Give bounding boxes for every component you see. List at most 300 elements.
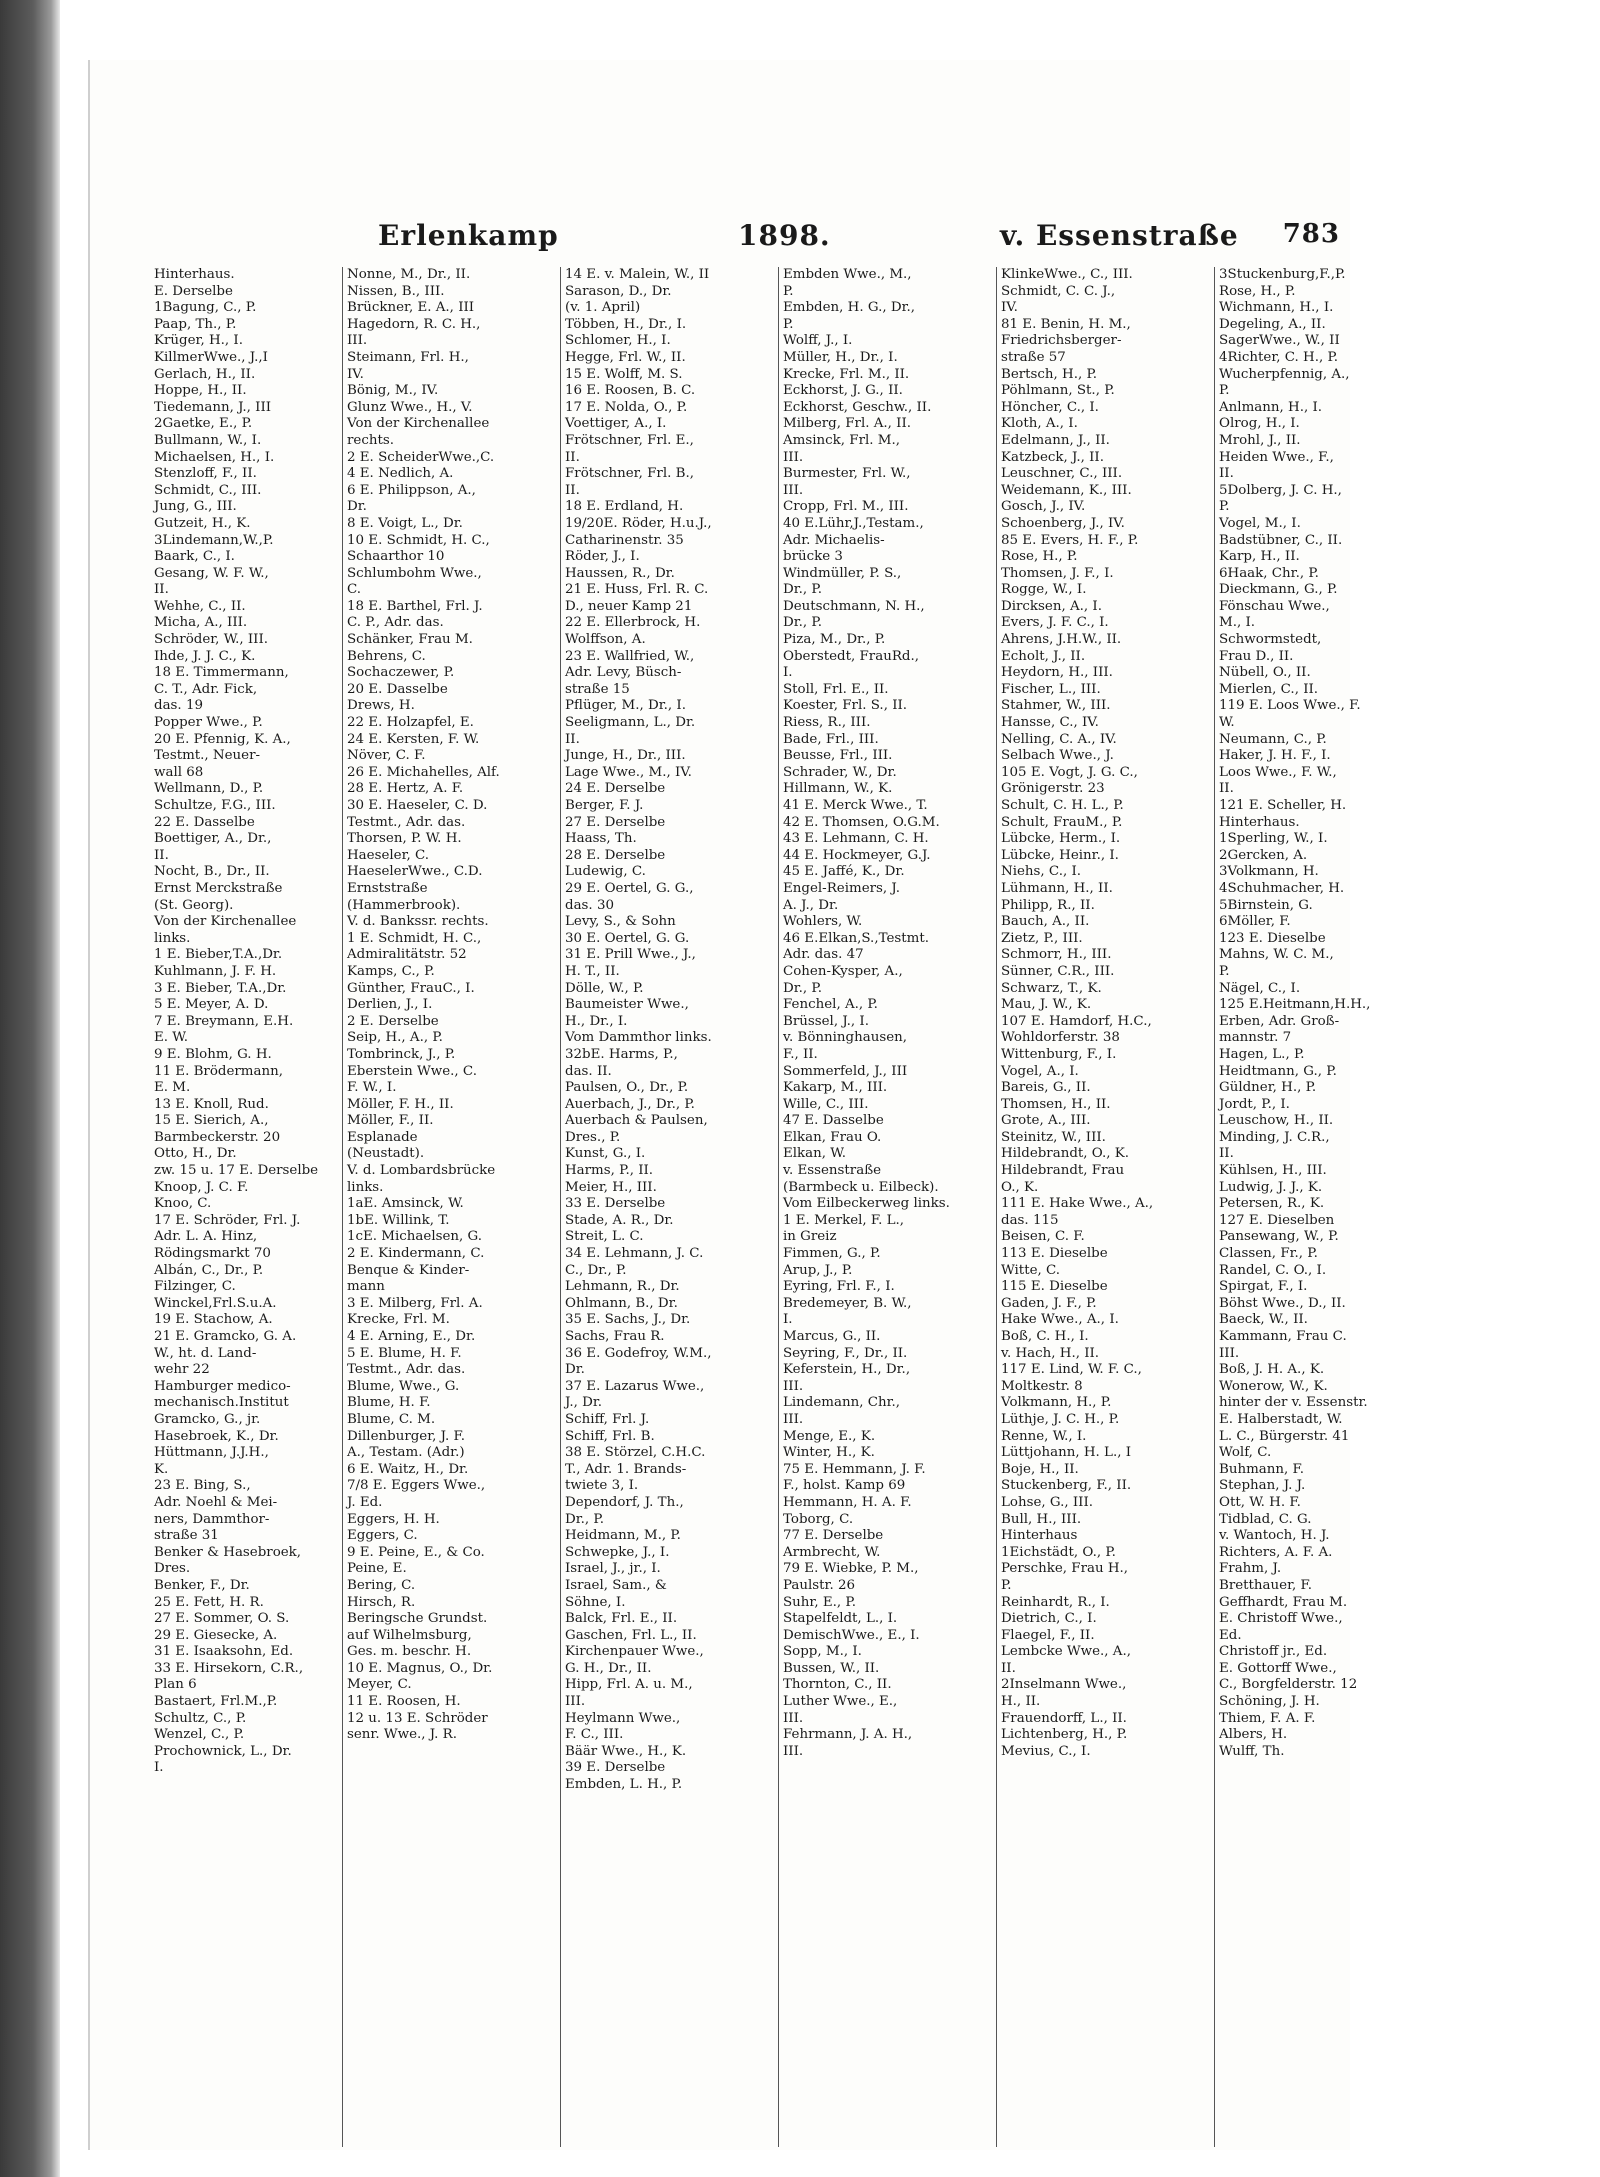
directory-entry-line: Christoff jr., Ed.	[1219, 1644, 1328, 1660]
directory-entry-line: Günther, FrauC., I.	[347, 980, 475, 996]
directory-entry-line: Leuschner, C., III.	[1001, 466, 1123, 482]
directory-entry-line: Bauch, A., II.	[1001, 914, 1090, 930]
directory-entry-line: Loos Wwe., F. W.,	[1219, 764, 1337, 780]
directory-entry-line: G. H., Dr., II.	[565, 1660, 652, 1676]
directory-entry-line: Nübell, O., II.	[1219, 665, 1311, 681]
directory-columns	[150, 267, 1371, 2147]
directory-entry-line: Mrohl, J., II.	[1219, 432, 1301, 448]
directory-entry-line: E. Derselbe	[154, 283, 233, 299]
directory-entry-line: 38 E. Störzel, C.H.C.	[565, 1445, 706, 1461]
directory-entry-line: 21 E. Huss, Frl. R. C.	[565, 582, 709, 598]
directory-entry-line: Selbach Wwe., J.	[1001, 748, 1114, 764]
directory-entry-line: F., holst. Kamp 69	[783, 1478, 906, 1494]
directory-entry-line: 1aE. Amsinck, W.	[347, 1196, 464, 1212]
directory-entry-line: 1Bagung, C., P.	[154, 300, 257, 316]
directory-entry-line: 2Gaetke, E., P.	[154, 416, 253, 432]
directory-entry-line: Böhst Wwe., D., II.	[1219, 1295, 1346, 1311]
column-1	[150, 267, 330, 2147]
directory-entry-line: Embden, L. H., P.	[565, 1777, 683, 1793]
directory-entry-line: Eggers, C.	[347, 1528, 418, 1544]
directory-entry-line: Gutzeit, H., K.	[154, 515, 251, 531]
directory-entry-line: Dr.	[565, 1362, 585, 1378]
directory-entry-line: 39 E. Derselbe	[565, 1760, 666, 1776]
directory-entry-line: Sommerfeld, J., III	[783, 1063, 908, 1079]
directory-entry-line: Bering, C.	[347, 1577, 416, 1593]
directory-entry-line: Pöhlmann, St., P.	[1001, 383, 1115, 399]
directory-entry-line: Amsinck, Frl. M.,	[783, 432, 900, 448]
directory-entry-line: Glunz Wwe., H., V.	[347, 399, 473, 415]
directory-entry-line: Esplanade	[347, 1129, 418, 1145]
directory-entry-line: Micha, A., III.	[154, 615, 248, 631]
directory-entry-line: Neumann, C., P.	[1219, 731, 1327, 747]
directory-entry-line: Thorsen, P. W. H.	[347, 831, 462, 847]
directory-entry-line: Bretthauer, F.	[1219, 1577, 1312, 1593]
directory-entry-line: 10 E. Magnus, O., Dr.	[347, 1660, 493, 1676]
directory-entry-line: Lehmann, R., Dr.	[565, 1279, 680, 1295]
directory-entry-line: Eyring, Frl. F., I.	[783, 1279, 895, 1295]
directory-entry-line: 9 E. Peine, E., & Co.	[347, 1544, 485, 1560]
directory-entry-line: Schiff, Frl. B.	[565, 1428, 655, 1444]
directory-entry-line: Testmt., Neuer-	[154, 748, 261, 764]
directory-entry-line: Hildebrandt, O., K.	[1001, 1146, 1130, 1162]
directory-entry-line: Dres.	[154, 1561, 191, 1577]
directory-entry-line: Katzbeck, J., II.	[1001, 449, 1104, 465]
directory-entry-line: Petersen, R., K.	[1219, 1196, 1325, 1212]
directory-entry-line: 18 E. Timmermann,	[154, 665, 289, 681]
directory-entry-line: Thomsen, H., II.	[1001, 1096, 1111, 1112]
directory-entry-line: 79 E. Wiebke, P. M.,	[783, 1561, 919, 1577]
directory-entry-line: Lühmann, H., II.	[1001, 880, 1113, 896]
directory-entry-line: (St. Georg).	[154, 897, 234, 913]
directory-entry-line: Hüttmann, J.J.H.,	[154, 1445, 269, 1461]
directory-entry-line: Toborg, C.	[783, 1511, 854, 1527]
directory-entry-line: Schröder, W., III.	[154, 632, 269, 648]
directory-entry-line: P.	[783, 316, 794, 332]
directory-entry-line: Junge, H., Dr., III.	[565, 748, 686, 764]
directory-entry-line: Schwepke, J., I.	[565, 1544, 670, 1560]
directory-entry-line: Lage Wwe., M., IV.	[565, 764, 692, 780]
directory-entry-line: Hildebrandt, Frau	[1001, 1163, 1125, 1179]
directory-entry-line: Elkan, Frau O.	[783, 1129, 882, 1145]
directory-entry-line: Lohse, G., III.	[1001, 1494, 1094, 1510]
directory-entry-line: 17 E. Schröder, Frl. J.	[154, 1212, 301, 1228]
directory-entry-line: Drews, H.	[347, 698, 415, 714]
directory-entry-line: 13 E. Knoll, Rud.	[154, 1096, 269, 1112]
directory-entry-line: Burmester, Frl. W.,	[783, 466, 911, 482]
directory-entry-line: Möller, F. H., II.	[347, 1096, 454, 1112]
directory-entry-line: Mahns, W. C. M.,	[1219, 947, 1334, 963]
directory-entry-line: 34 E. Lehmann, J. C.	[565, 1246, 704, 1262]
directory-entry-line: 37 E. Lazarus Wwe.,	[565, 1378, 705, 1394]
directory-entry-line: Riess, R., III.	[783, 715, 871, 731]
directory-entry-line: Frau D., II.	[1219, 648, 1294, 664]
directory-entry-line: 85 E. Evers, H. F., P.	[1001, 532, 1139, 548]
directory-entry-line: 47 E. Dasselbe	[783, 1113, 884, 1129]
directory-entry-line: Hamburger medico-	[154, 1378, 291, 1394]
directory-entry-line: Boettiger, A., Dr.,	[154, 831, 272, 847]
directory-entry-line: Wolff, J., I.	[783, 333, 853, 349]
directory-entry-line: hinter der v. Essenstr.	[1219, 1395, 1368, 1411]
directory-entry-line: Frötschner, Frl. B.,	[565, 466, 694, 482]
directory-entry-line: Heylmann Wwe.,	[565, 1710, 681, 1726]
directory-entry-line: Balck, Frl. E., II.	[565, 1611, 678, 1627]
directory-entry-line: Admiralitätstr. 52	[347, 947, 467, 963]
directory-entry-line: Schlomer, H., I.	[565, 333, 671, 349]
directory-entry-line: 31 E. Prill Wwe., J.,	[565, 947, 696, 963]
directory-entry-line: 3Lindemann,W.,P.	[154, 532, 274, 548]
directory-entry-line: Wohlers, W.	[783, 914, 863, 930]
directory-entry-line: II.	[154, 847, 169, 863]
directory-entry-line: Heiden Wwe., F.,	[1219, 449, 1334, 465]
directory-entry-line: Sopp, M., I.	[783, 1644, 862, 1660]
directory-entry-line: Adr. Michaelis-	[783, 532, 885, 548]
directory-entry-line: III.	[1219, 1345, 1240, 1361]
directory-entry-line: E. W.	[154, 1030, 188, 1046]
directory-entry-line: Schwormstedt,	[1219, 632, 1322, 648]
directory-entry-line: Lübcke, Heinr., I.	[1001, 847, 1119, 863]
directory-entry-line: Ges. m. beschr. H.	[347, 1644, 472, 1660]
directory-entry-line: 2Gercken, A.	[1219, 847, 1308, 863]
directory-entry-line: 6 E. Waitz, H., Dr.	[347, 1461, 469, 1477]
directory-entry-line: Zietz, P., III.	[1001, 930, 1083, 946]
directory-entry-line: Milberg, Frl. A., II.	[783, 416, 912, 432]
directory-entry-line: Weidemann, K., III.	[1001, 482, 1132, 498]
directory-entry-line: P.	[1219, 383, 1230, 399]
directory-entry-line: 8 E. Voigt, L., Dr.	[347, 515, 463, 531]
directory-entry-line: Behrens, C.	[347, 648, 426, 664]
directory-entry-line: Hinterhaus	[1001, 1528, 1078, 1544]
directory-entry-line: Wellmann, D., P.	[154, 781, 264, 797]
directory-entry-line: Fönschau Wwe.,	[1219, 598, 1330, 614]
directory-entry-line: C., Borgfelderstr. 12	[1219, 1677, 1358, 1693]
directory-entry-line: Winckel,Frl.S.u.A.	[154, 1295, 277, 1311]
directory-entry-line: 31 E. Isaaksohn, Ed.	[154, 1644, 294, 1660]
directory-entry-line: 1Sperling, W., I.	[1219, 831, 1328, 847]
directory-entry-line: 18 E. Barthel, Frl. J.	[347, 598, 483, 614]
directory-entry-line: 117 E. Lind, W. F. C.,	[1001, 1362, 1142, 1378]
directory-entry-line: Fischer, L., III.	[1001, 681, 1101, 697]
directory-entry-line: II.	[565, 449, 580, 465]
directory-entry-line: Flaegel, F., II.	[1001, 1627, 1095, 1643]
directory-entry-line: T., Adr. 1. Brands-	[565, 1461, 687, 1477]
directory-entry-line: Bullmann, W., I.	[154, 432, 262, 448]
directory-entry-line: 4Richter, C. H., P.	[1219, 349, 1339, 365]
directory-entry-line: Schoenberg, J., IV.	[1001, 515, 1125, 531]
directory-entry-line: Schultz, C., P.	[154, 1710, 247, 1726]
directory-entry-line: Dr., P.	[783, 582, 822, 598]
directory-entry-line: Heidmann, M., P.	[565, 1528, 681, 1544]
directory-entry-line: 19/20E. Röder, H.u.J.,	[565, 515, 712, 531]
directory-entry-line: Haker, J. H. F., I.	[1219, 748, 1331, 764]
directory-entry-line: Fimmen, G., P.	[783, 1246, 881, 1262]
directory-entry-line: (Neustadt).	[347, 1146, 425, 1162]
header-left-title: Erlenkamp	[378, 219, 559, 252]
directory-entry-line: F. W., I.	[347, 1080, 397, 1096]
directory-entry-line: I.	[154, 1760, 164, 1776]
directory-entry-line: Ludewig, C.	[565, 864, 646, 880]
directory-entry-line: Bareis, G., II.	[1001, 1080, 1091, 1096]
directory-entry-line: Menge, E., K.	[783, 1428, 876, 1444]
directory-entry-line: 3 E. Bieber, T.A.,Dr.	[154, 980, 287, 996]
directory-entry-line: Stephan, J. J.	[1219, 1478, 1306, 1494]
directory-entry-line: Streit, L. C.	[565, 1229, 644, 1245]
directory-entry-line: Nonne, M., Dr., II.	[347, 267, 471, 282]
column-2	[342, 267, 561, 2147]
directory-entry-line: 41 E. Merck Wwe., T.	[783, 798, 928, 813]
header-year: 1898.	[738, 219, 831, 252]
directory-entry-line: Harms, P., II.	[565, 1163, 654, 1179]
directory-entry-line: Erben, Adr. Groß-	[1219, 1013, 1340, 1029]
directory-entry-line: das. 30	[565, 897, 614, 913]
directory-entry-line: 105 E. Vogt, J. G. C.,	[1001, 764, 1138, 780]
directory-entry-line: Hinterhaus.	[154, 267, 235, 282]
directory-entry-line: Mevius, C., I.	[1001, 1743, 1091, 1759]
directory-entry-line: brücke 3	[783, 549, 843, 565]
directory-entry-line: Gaden, J. F., P.	[1001, 1295, 1097, 1311]
directory-entry-line: Dependorf, J. Th.,	[565, 1494, 684, 1510]
directory-entry-line: Buhmann, F.	[1219, 1461, 1304, 1477]
directory-entry-line: mechanisch.Institut	[154, 1395, 289, 1411]
directory-entry-line: 21 E. Gramcko, G. A.	[154, 1329, 297, 1344]
directory-entry-line: 111 E. Hake Wwe., A.,	[1001, 1196, 1154, 1212]
directory-entry-line: Frauendorff, L., II.	[1001, 1710, 1127, 1726]
directory-entry-line: 23 E. Bing, S.,	[154, 1478, 251, 1494]
directory-entry-line: Spirgat, F., I.	[1219, 1279, 1308, 1295]
directory-entry-line: Edelmann, J., II.	[1001, 432, 1110, 448]
directory-entry-line: Koester, Frl. S., II.	[783, 698, 908, 714]
directory-entry-line: Ernststraße	[347, 880, 428, 896]
directory-entry-line: Sünner, C.R., III.	[1001, 963, 1115, 979]
directory-entry-line: H. T., II.	[565, 963, 620, 979]
directory-entry-line: 2Inselmann Wwe.,	[1001, 1677, 1127, 1693]
directory-entry-line: Hoppe, H., II.	[154, 383, 247, 399]
directory-entry-line: III.	[565, 1694, 586, 1710]
directory-entry-line: Benker & Hasebroek,	[154, 1544, 302, 1560]
directory-entry-line: 45 E. Jaffé, K., Dr.	[783, 864, 905, 880]
directory-entry-line: Blume, H. F.	[347, 1395, 431, 1411]
directory-entry-line: Hasebroek, K., Dr.	[154, 1428, 279, 1444]
directory-entry-line: Otto, H., Dr.	[154, 1146, 237, 1162]
directory-entry-line: Grote, A., III.	[1001, 1113, 1091, 1129]
directory-entry-line: V. d. Lombardsbrücke	[347, 1163, 496, 1179]
directory-entry-line: Wittenburg, F., I.	[1001, 1046, 1117, 1062]
directory-entry-line: 6Möller, F.	[1219, 914, 1291, 930]
directory-entry-line: Fenchel, A., P.	[783, 997, 878, 1013]
directory-entry-line: Classen, Fr., P.	[1219, 1246, 1318, 1262]
directory-entry-line: Filzinger, C.	[154, 1279, 236, 1295]
directory-entry-line: Lüthje, J. C. H., P.	[1001, 1411, 1120, 1427]
directory-entry-line: Blume, Wwe., G.	[347, 1378, 460, 1394]
directory-entry-line: mann	[347, 1279, 385, 1295]
directory-entry-line: Adr. Noehl & Mei-	[154, 1494, 278, 1510]
directory-entry-line: Badstübner, C., II.	[1219, 532, 1343, 548]
directory-entry-line: 30 E. Haeseler, C. D.	[347, 798, 488, 813]
directory-entry-line: 12 u. 13 E. Schröder	[347, 1710, 488, 1726]
directory-entry-line: Deutschmann, N. H.,	[783, 598, 925, 614]
directory-entry-line: 23 E. Wallfried, W.,	[565, 648, 695, 664]
directory-entry-line: F., II.	[783, 1046, 818, 1062]
directory-entry-line: 2 E. Derselbe	[347, 1013, 439, 1029]
directory-entry-line: Piza, M., Dr., P.	[783, 632, 886, 648]
directory-entry-line: H., II.	[1001, 1694, 1041, 1710]
directory-entry-line: P.	[783, 283, 794, 299]
directory-entry-line: Söhne, I.	[565, 1594, 626, 1610]
directory-entry-line: links.	[154, 930, 191, 946]
directory-entry-line: Elkan, W.	[783, 1146, 846, 1162]
directory-entry-line: KillmerWwe., J.,I	[154, 349, 268, 365]
directory-entry-line: Oberstedt, FrauRd.,	[783, 648, 919, 664]
directory-entry-line: Güldner, H., P.	[1219, 1080, 1317, 1096]
column-4	[778, 267, 997, 2147]
directory-entry-line: Schmidt, C. C. J.,	[1001, 283, 1116, 299]
directory-entry-line: Levy, S., & Sohn	[565, 914, 676, 930]
directory-entry-line: Lüttjohann, H. L., I	[1001, 1445, 1132, 1461]
directory-entry-line: 127 E. Dieselben	[1219, 1212, 1335, 1228]
directory-entry-line: IV.	[347, 366, 364, 382]
directory-entry-line: Richters, A. F. A.	[1219, 1544, 1333, 1560]
directory-entry-line: Rose, H., P.	[1001, 549, 1078, 565]
directory-entry-line: Höncher, C., I.	[1001, 399, 1099, 415]
directory-entry-line: V. d. Bankssr. rechts.	[347, 914, 489, 930]
directory-entry-line: III.	[783, 1710, 804, 1726]
directory-entry-line: Philipp, R., II.	[1001, 897, 1095, 913]
directory-entry-line: 9 E. Blohm, G. H.	[154, 1046, 272, 1062]
directory-entry-line: 24 E. Derselbe	[565, 781, 666, 797]
directory-entry-line: Schwarz, T., K.	[1001, 980, 1102, 996]
directory-entry-line: Kirchenpauer Wwe.,	[565, 1644, 704, 1660]
directory-entry-line: Sochaczewer, P.	[347, 665, 455, 681]
directory-entry-line: Seip, H., A., P.	[347, 1030, 443, 1046]
directory-entry-line: 5 E. Blume, H. F.	[347, 1345, 462, 1361]
directory-entry-line: senr. Wwe., J. R.	[347, 1727, 457, 1743]
directory-entry-line: II.	[1219, 466, 1234, 482]
directory-entry-line: Rose, H., P.	[1219, 283, 1296, 299]
directory-entry-line: Eggers, H. H.	[347, 1511, 440, 1527]
directory-entry-line: 3Volkmann, H.	[1219, 864, 1319, 880]
directory-entry-line: Sarason, D., Dr.	[565, 283, 672, 299]
directory-entry-line: Knoo, C.	[154, 1196, 212, 1212]
directory-entry-line: Vom Dammthor links.	[565, 1030, 712, 1046]
directory-entry-line: straße 15	[565, 681, 630, 697]
column-5	[996, 267, 1215, 2147]
directory-entry-line: 3 E. Milberg, Frl. A.	[347, 1295, 483, 1311]
directory-entry-line: Dr.	[347, 499, 367, 515]
directory-entry-line: Minding, J. C.R.,	[1219, 1129, 1330, 1145]
directory-entry-line: Albers, H.	[1219, 1727, 1288, 1743]
directory-entry-line: Niehs, C., I.	[1001, 864, 1082, 880]
directory-entry-line: Dres., P.	[565, 1129, 621, 1145]
directory-entry-line: v. Hach, H., II.	[1001, 1345, 1100, 1361]
directory-entry-line: Lichtenberg, H., P.	[1001, 1727, 1128, 1743]
directory-entry-line: 10 E. Schmidt, H. C.,	[347, 532, 490, 548]
directory-entry-line: Gerlach, H., II.	[154, 366, 256, 382]
directory-entry-line: Vom Eilbeckerweg links.	[783, 1196, 950, 1212]
directory-entry-line: Wichmann, H., I.	[1219, 300, 1334, 316]
directory-entry-line: Bade, Frl., III.	[783, 731, 879, 747]
directory-entry-line: 2 E. ScheiderWwe.,C.	[347, 449, 495, 465]
directory-entry-line: Wonerow, W., K.	[1219, 1378, 1328, 1394]
directory-entry-line: Gramcko, G., jr.	[154, 1411, 261, 1427]
directory-entry-line: Pansewang, W., P.	[1219, 1229, 1339, 1245]
directory-entry-line: III.	[783, 1378, 804, 1394]
directory-entry-line: P.	[1001, 1577, 1012, 1593]
directory-entry-line: Sachs, Frau R.	[565, 1329, 665, 1344]
directory-entry-line: 107 E. Hamdorf, H.C.,	[1001, 1013, 1152, 1029]
directory-entry-line: Voettiger, A., I.	[565, 416, 667, 432]
directory-entry-line: ners, Dammthor-	[154, 1511, 270, 1527]
directory-entry-line: 17 E. Nolda, O., P.	[565, 399, 688, 415]
directory-entry-line: 15 E. Sierich, A.,	[154, 1113, 269, 1129]
directory-entry-line: Kamps, C., P.	[347, 963, 435, 979]
directory-entry-line: Krecke, Frl. M.	[347, 1312, 450, 1328]
directory-entry-line: A. J., Dr.	[783, 897, 839, 913]
directory-entry-line: E. M.	[154, 1080, 191, 1096]
directory-entry-line: III.	[347, 333, 368, 349]
directory-entry-line: Perschke, Frau H.,	[1001, 1561, 1129, 1577]
directory-entry-line: DemischWwe., E., I.	[783, 1627, 920, 1643]
directory-entry-line: Kakarp, M., III.	[783, 1080, 888, 1096]
directory-entry-line: 22 E. Ellerbrock, H.	[565, 615, 701, 631]
directory-entry-line: III.	[783, 1411, 804, 1427]
directory-entry-line: Schult, FrauM., P.	[1001, 814, 1123, 830]
directory-entry-line: Hagen, L., P.	[1219, 1046, 1305, 1062]
directory-entry-line: 33 E. Hirsekorn, C.R.,	[154, 1660, 304, 1676]
directory-entry-line: Albán, C., Dr., P.	[154, 1262, 264, 1278]
directory-entry-line: Blume, C. M.	[347, 1411, 436, 1427]
directory-entry-line: Paap, Th., P.	[154, 316, 237, 332]
directory-entry-line: 28 E. Derselbe	[565, 847, 666, 863]
directory-entry-line: Testmt., Adr. das.	[347, 814, 466, 830]
directory-entry-line: W.	[1219, 715, 1235, 731]
directory-entry-line: Von der Kirchenallee	[154, 914, 297, 930]
directory-entry-line: 123 E. Dieselbe	[1219, 930, 1326, 946]
directory-entry-line: Baumeister Wwe.,	[565, 997, 689, 1013]
directory-entry-line: Dölle, W., P.	[565, 980, 644, 996]
directory-entry-line: 5Birnstein, G.	[1219, 897, 1313, 913]
directory-entry-line: Mierlen, C., II.	[1219, 681, 1319, 697]
directory-entry-line: Wolf, C.	[1219, 1445, 1272, 1461]
directory-entry-line: Adr. Levy, Büsch-	[565, 665, 682, 681]
directory-entry-line: 46 E.Elkan,S.,Testmt.	[783, 930, 929, 946]
directory-entry-line: Nägel, C., I.	[1219, 980, 1301, 996]
directory-entry-line: Engel-Reimers, J.	[783, 880, 900, 896]
directory-entry-line: Dillenburger, J. F.	[347, 1428, 465, 1444]
directory-entry-line: Suhr, E., P.	[783, 1594, 856, 1610]
directory-entry-line: II.	[1001, 1660, 1016, 1676]
directory-entry-line: das. 19	[154, 698, 203, 714]
directory-entry-line: Brüssel, J., I.	[783, 1013, 869, 1029]
directory-entry-line: Berger, F. J.	[565, 798, 644, 813]
directory-entry-line: Haass, Th.	[565, 831, 637, 847]
directory-entry-line: Eberstein Wwe., C.	[347, 1063, 477, 1079]
directory-entry-line: 4 E. Nedlich, A.	[347, 466, 454, 482]
directory-entry-line: III.	[783, 1743, 804, 1759]
directory-entry-line: Hirsch, R.	[347, 1594, 416, 1610]
directory-entry-line: 11 E. Roosen, H.	[347, 1694, 461, 1710]
directory-entry-line: Von der Kirchenallee	[347, 416, 490, 432]
running-head	[150, 205, 1340, 265]
directory-entry-line: Seeligmann, L., Dr.	[565, 715, 696, 731]
directory-entry-line: J., Dr.	[565, 1395, 603, 1411]
directory-entry-line: II.	[154, 582, 169, 598]
directory-entry-line: Schrader, W., Dr.	[783, 764, 897, 780]
directory-entry-line: Wenzel, C., P.	[154, 1727, 245, 1743]
directory-entry-line: 25 E. Fett, H. R.	[154, 1594, 264, 1610]
directory-entry-line: Winter, H., K.	[783, 1445, 875, 1461]
directory-entry-line: D., neuer Kamp 21	[565, 598, 693, 614]
directory-entry-line: E. Halberstadt, W.	[1219, 1411, 1343, 1427]
directory-entry-line: rechts.	[347, 432, 394, 448]
